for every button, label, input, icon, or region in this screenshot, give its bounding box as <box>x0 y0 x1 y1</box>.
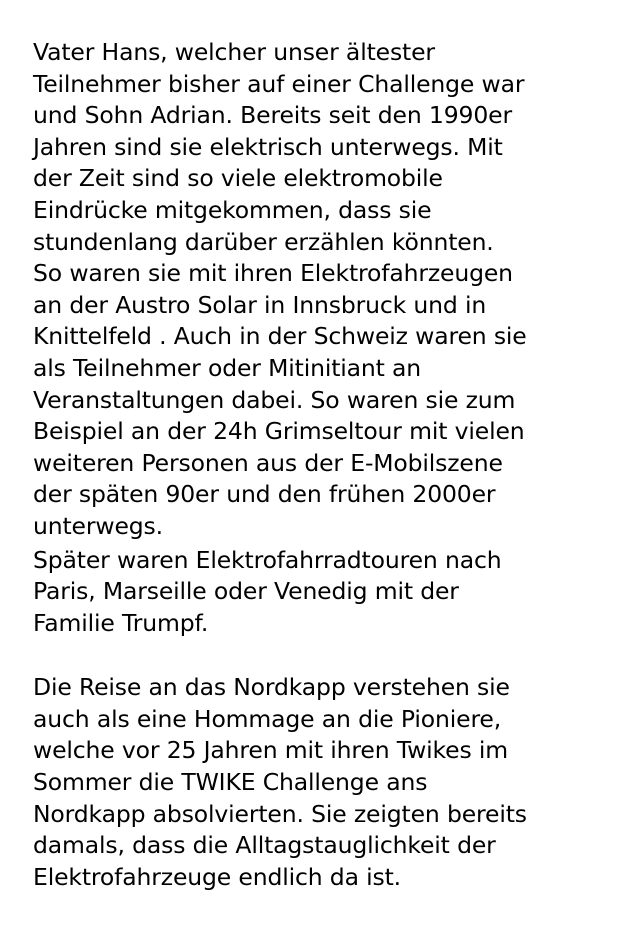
paragraph-nordkapp-journey: Die Reise an das Nordkapp verstehen sie auch als eine Hommage an die Pioniere, welche vor 25 Jahren mit ihren Twikes im Sommer die TWIKE Challenge ans Nordkapp absolvierten. Sie zeigten bereits damals, dass die Alltagstauglichkeit der Elektrofahrzeuge endlich da ist. <box>33 673 527 891</box>
paragraph-family-history: Vater Hans, welcher unser ältester Teilnehmer bisher auf einer Challenge war und Sohn Adrian. Bereits seit den 1990er Jahren sind sie elektrisch unterwegs. Mit der Zeit sind so viele elektromobile Eindrücke mitgekommen, dass sie stundenlang darüber erzählen könnten. So waren sie mit ihren Elektrofahrzeugen an der Austro Solar in Innsbruck und in Knittelfeld . Auch in der Schweiz waren sie als Teilnehmer oder Mitinitiant an Veranstaltungen dabei. So waren sie zum Beispiel an der 24h Grimseltour mit vielen weiteren Personen aus der E-Mobilszene der späten 90er und den frühen 2000er unterwegs. <box>33 38 527 540</box>
paragraph-bike-tours: Später waren Elektrofahrradtouren nach Paris, Marseille oder Venedig mit der Familie Trumpf. <box>33 545 502 637</box>
article-body <box>33 37 613 893</box>
